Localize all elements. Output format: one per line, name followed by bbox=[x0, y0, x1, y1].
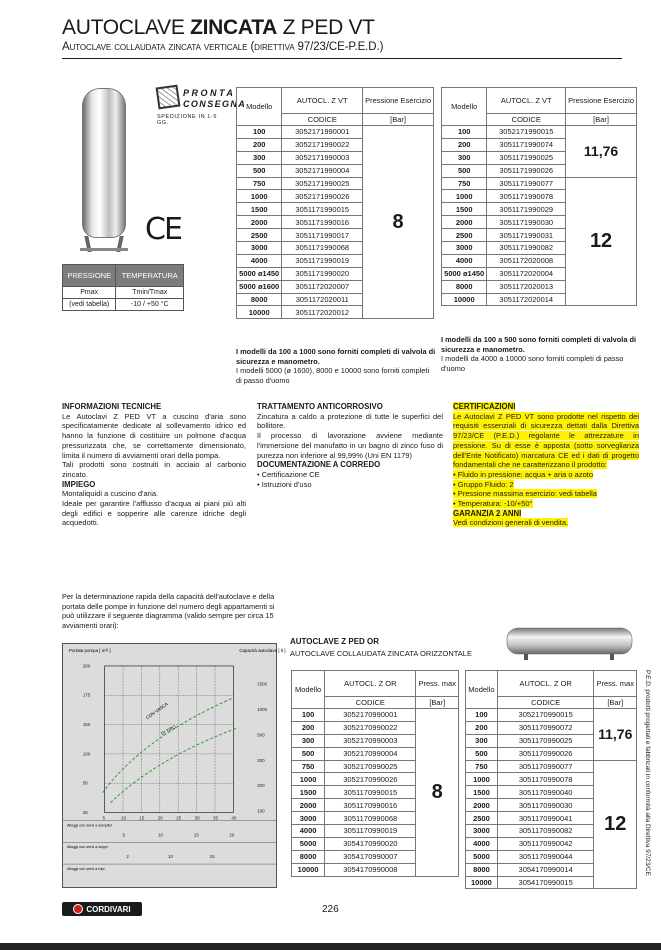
model-cell: 1000 bbox=[466, 773, 498, 786]
model-cell: 1500 bbox=[466, 786, 498, 799]
model-cell: 200 bbox=[237, 138, 282, 151]
code-cell: 3051170990030 bbox=[497, 799, 594, 812]
model-cell: 100 bbox=[292, 709, 325, 722]
model-cell: 750 bbox=[466, 760, 498, 773]
model-cell: 2000 bbox=[466, 799, 498, 812]
diagram-intro: Per la determinazione rapida della capacità dell'autoclave e della portata delle pompe in funzione del numero degli appartamenti si può utilizzare il seguente diagramma (valido sempre per circa 15 avviamenti orari): bbox=[62, 592, 275, 630]
pressure-cell: 8 bbox=[416, 709, 459, 877]
code-cell: 3052171990004 bbox=[282, 164, 363, 177]
code-cell: 3052171990003 bbox=[282, 151, 363, 164]
y2-tick-label: 1500 bbox=[257, 681, 268, 687]
code-cell: 3051170990042 bbox=[497, 837, 594, 850]
model-cell: 300 bbox=[442, 151, 487, 164]
table-row bbox=[442, 126, 637, 139]
code-cell: 3051171990015 bbox=[282, 203, 363, 216]
vt-left-note: I modelli da 100 a 1000 sono forniti completi di valvola di sicurezza e manometro. I modelli 5000 (ø 1600), 8000 e 10000 sono forniti completi di passo d'uomo bbox=[236, 347, 436, 385]
diagram-y2label: Capacità autoclave [ lt ] bbox=[239, 648, 286, 654]
table-row bbox=[466, 760, 637, 773]
title-rule bbox=[62, 58, 622, 59]
model-cell: 5000 bbox=[292, 837, 325, 850]
y-tick-label: 50 bbox=[82, 780, 88, 786]
ce-mark: CE bbox=[145, 212, 181, 247]
curve-2-label: DI TIPO bbox=[160, 724, 177, 737]
x-tick-label: 25 bbox=[176, 815, 182, 821]
model-cell: 5000 bbox=[466, 850, 498, 863]
code-cell: 3052171990022 bbox=[282, 138, 363, 151]
vertical-tank-image bbox=[80, 88, 128, 252]
vt-right-note: I modelli da 100 a 500 sono forniti completi di valvola di sicurezza e manometro. I modelli da 4000 a 10000 sono forniti completi di passo d'uomo bbox=[441, 335, 637, 373]
page-subtitle: Autoclave collaudata zincata verticale (direttiva 97/23/CE-P.E.D.) bbox=[62, 41, 384, 53]
model-cell: 8000 bbox=[237, 293, 282, 306]
model-cell: 3000 bbox=[442, 242, 487, 255]
y2-tick-label: 500 bbox=[257, 732, 265, 738]
code-cell: 3051171990025 bbox=[487, 151, 566, 164]
side-note: P.E.D. prodotti progettati e fabbricati in conformità alla Direttiva 97/23/CE bbox=[644, 670, 651, 876]
row3-tick: 15 bbox=[209, 854, 215, 860]
model-cell: 750 bbox=[237, 177, 282, 190]
code-cell: 3051170990068 bbox=[325, 812, 416, 825]
code-cell: 3051171990068 bbox=[282, 242, 363, 255]
row2-tick: 10 bbox=[158, 832, 164, 838]
or-table-right: Modello AUTOCL. Z OR Press. max CODICE [Bar] 100 3052170990015 11,76 200 3051170990072 300 3051170990025 500 3051170990026 750 3051170990077 12 1000 3051170990078 1500 3051170990040 2000 3051170990030 2500 3051170990041 3000 3051170990082 4000 3051170990042 5000 3051170990044 8000 3054170990014 10000 3054170990015 bbox=[465, 670, 637, 889]
model-cell: 2000 bbox=[292, 799, 325, 812]
code-cell: 3051172020013 bbox=[487, 280, 566, 293]
table-row bbox=[292, 709, 459, 722]
code-cell: 3051170990040 bbox=[497, 786, 594, 799]
model-cell: 1000 bbox=[442, 190, 487, 203]
code-cell: 3051172020004 bbox=[487, 267, 566, 280]
code-cell: 3051172020007 bbox=[282, 280, 363, 293]
code-cell: 3051171990029 bbox=[487, 203, 566, 216]
row1-label: Alloggi con servi a semplici bbox=[66, 823, 112, 828]
x-tick-label: 20 bbox=[157, 815, 163, 821]
certification-section: CERTIFICAZIONI Le Autoclavi Z PED VT sono prodotte nel rispetto dei requisiti essenziali di sicurezza dettati dalla Direttiva 97/23/CE (P.E.D.) regolante le attrezzature in pressione. Su di esse è apposta (sotto sorveglianza dell'Ente Notificato) marcatura CE ed i dati di progetto fondamentali che ne caratterizzano il prodotto: • Fluido in pressione: acqua + aria o azoto • Gruppo Fluido: 2 • Pressione massima esercizio: vedi tabella • Temperatura: -10/+50° GARANZIA 2 ANNI Vedi condizioni generali di vendita. bbox=[453, 402, 639, 528]
code-cell: 3052171990026 bbox=[282, 190, 363, 203]
code-cell: 3051170990015 bbox=[325, 786, 416, 799]
code-cell: 3054170990007 bbox=[325, 850, 416, 863]
code-cell: 3051170990077 bbox=[497, 760, 594, 773]
code-cell: 3051172020014 bbox=[487, 293, 566, 306]
model-cell: 8000 bbox=[442, 280, 487, 293]
code-cell: 3051170990016 bbox=[325, 799, 416, 812]
row3-label: Alloggi con servi a tripi bbox=[66, 867, 105, 872]
model-cell: 2500 bbox=[466, 812, 498, 825]
bottom-bar bbox=[0, 943, 661, 950]
pronta-consegna-badge: PRONTA CONSEGNA SPEDIZIONE IN 1-5 GG. bbox=[157, 86, 231, 126]
model-cell: 3000 bbox=[237, 242, 282, 255]
x-tick-label: 10 bbox=[121, 815, 126, 821]
code-cell: 3051171990031 bbox=[487, 229, 566, 242]
table-row bbox=[442, 177, 637, 190]
code-cell: 3051171990082 bbox=[487, 242, 566, 255]
y-tick-label: 100 bbox=[82, 751, 91, 757]
model-cell: 10000 bbox=[466, 876, 498, 889]
model-cell: 200 bbox=[292, 721, 325, 734]
model-cell: 200 bbox=[442, 138, 487, 151]
delivery-icon bbox=[156, 85, 181, 110]
or-subtitle: AUTOCLAVE COLLAUDATA ZINCATA ORIZZONTALE bbox=[290, 649, 472, 658]
model-cell: 750 bbox=[442, 177, 487, 190]
cordivari-logo: CORDIVARI bbox=[62, 902, 142, 916]
y2-tick-label: 300 bbox=[257, 757, 265, 763]
model-cell: 300 bbox=[466, 734, 498, 747]
code-cell: 3051171990074 bbox=[487, 138, 566, 151]
model-cell: 4000 bbox=[466, 837, 498, 850]
page-number: 226 bbox=[322, 904, 339, 915]
diagram-ylabel: Portata pompa [ m³/ ] bbox=[68, 648, 111, 654]
model-cell: 1000 bbox=[292, 773, 325, 786]
code-cell: 3054170990020 bbox=[325, 837, 416, 850]
code-cell: 3051170990044 bbox=[497, 850, 594, 863]
code-cell: 3051171990016 bbox=[282, 216, 363, 229]
x-tick-label: 5 bbox=[102, 815, 106, 821]
treatment-section: TRATTAMENTO ANTICORROSIVO Zincatura a caldo a protezione di tutte le superfici del bollitore. Il processo di lavorazione avviene mediante l'immersione del manufatto in un bagno di zinco fuso di purezza non inferiore al 99,99% (Uni EN 1179) DOCUMENTAZIONE A CORREDO • Certificazione CE • Istruzioni d'uso bbox=[257, 402, 443, 489]
model-cell: 5000 ø1450 bbox=[442, 267, 487, 280]
model-cell: 3000 bbox=[466, 825, 498, 838]
model-cell: 10000 bbox=[292, 863, 325, 876]
or-title: AUTOCLAVE Z PED OR bbox=[290, 637, 380, 646]
code-cell: 3051171990017 bbox=[282, 229, 363, 242]
code-cell: 3051170990078 bbox=[497, 773, 594, 786]
model-cell: 2500 bbox=[237, 229, 282, 242]
y-tick-label: 25 bbox=[82, 810, 88, 816]
row2-tick: 15 bbox=[193, 832, 199, 838]
y2-tick-label: 100 bbox=[257, 808, 265, 814]
model-cell: 500 bbox=[292, 747, 325, 760]
model-cell: 1000 bbox=[237, 190, 282, 203]
x-tick-label: 15 bbox=[139, 815, 145, 821]
code-cell: 3051171990078 bbox=[487, 190, 566, 203]
model-cell: 200 bbox=[466, 721, 498, 734]
model-cell: 500 bbox=[442, 164, 487, 177]
code-cell: 3051170990026 bbox=[497, 747, 594, 760]
code-cell: 3052170990001 bbox=[325, 709, 416, 722]
code-cell: 3052170990026 bbox=[325, 773, 416, 786]
table-row bbox=[466, 709, 637, 722]
curve-1-label: CON VASCA bbox=[144, 701, 169, 721]
row2-tick: 20 bbox=[229, 832, 235, 838]
x-tick-label: 35 bbox=[213, 815, 218, 821]
code-cell: 3054170990015 bbox=[497, 876, 594, 889]
horizontal-tank-image bbox=[502, 624, 637, 662]
model-cell: 750 bbox=[292, 760, 325, 773]
y-tick-label: 150 bbox=[82, 722, 91, 728]
capacity-diagram bbox=[62, 643, 286, 888]
y-tick-label: 175 bbox=[82, 692, 91, 698]
model-cell: 1500 bbox=[442, 203, 487, 216]
code-cell: 3052170990015 bbox=[497, 709, 594, 722]
model-cell: 300 bbox=[237, 151, 282, 164]
pressure-cell: 11,76 bbox=[594, 709, 637, 761]
code-cell: 3052170990025 bbox=[325, 760, 416, 773]
model-cell: 1500 bbox=[292, 786, 325, 799]
code-cell: 3051170990025 bbox=[497, 734, 594, 747]
pressure-cell: 8 bbox=[363, 126, 434, 319]
code-cell: 3052170990022 bbox=[325, 721, 416, 734]
code-cell: 3052170990004 bbox=[325, 747, 416, 760]
model-cell: 100 bbox=[237, 126, 282, 139]
model-cell: 8000 bbox=[466, 863, 498, 876]
code-cell: 3051171990077 bbox=[487, 177, 566, 190]
model-cell: 4000 bbox=[442, 254, 487, 267]
or-table-left: Modello AUTOCL. Z OR Press. max CODICE [Bar] 100 3052170990001 8 200 3052170990022 300 3052170990003 500 3052170990004 750 3052170990025 1000 3052170990026 1500 3051170990015 2000 3051170990016 3000 3051170990068 4000 3051170990019 5000 3054170990020 8000 3054170990007 10000 3054170990008 bbox=[291, 670, 459, 877]
code-cell: 3054170990014 bbox=[497, 863, 594, 876]
pressure-cell: 11,76 bbox=[566, 126, 637, 178]
code-cell: 3051172020012 bbox=[282, 306, 363, 319]
model-cell: 2000 bbox=[442, 216, 487, 229]
pressure-cell: 12 bbox=[566, 177, 637, 306]
model-cell: 5000 ø1600 bbox=[237, 280, 282, 293]
model-cell: 4000 bbox=[292, 825, 325, 838]
row2-tick: 5 bbox=[122, 832, 125, 838]
model-cell: 2000 bbox=[237, 216, 282, 229]
model-cell: 300 bbox=[292, 734, 325, 747]
code-cell: 3051170990041 bbox=[497, 812, 594, 825]
table-row bbox=[237, 126, 434, 139]
code-cell: 3051170990072 bbox=[497, 721, 594, 734]
page-title: AUTOCLAVE ZINCATA Z PED VT bbox=[62, 16, 375, 39]
row3-tick: 2 bbox=[126, 854, 129, 860]
model-cell: 5000 ø1450 bbox=[237, 267, 282, 280]
model-cell: 500 bbox=[237, 164, 282, 177]
pressure-temperature-table: PRESSIONE TEMPERATURA Pmax Tmin/Tmax (vedi tabella) -10 / +50 °C bbox=[62, 264, 184, 311]
code-cell: 3052171990025 bbox=[282, 177, 363, 190]
pressure-cell: 12 bbox=[594, 760, 637, 889]
model-cell: 100 bbox=[466, 709, 498, 722]
row3-tick: 10 bbox=[168, 854, 173, 860]
logo-icon bbox=[73, 904, 83, 914]
code-cell: 3052171990015 bbox=[487, 126, 566, 139]
model-cell: 500 bbox=[466, 747, 498, 760]
code-cell: 3051170990019 bbox=[325, 825, 416, 838]
code-cell: 3051171990019 bbox=[282, 254, 363, 267]
model-cell: 10000 bbox=[237, 306, 282, 319]
x-tick-label: 30 bbox=[194, 815, 200, 821]
model-cell: 3000 bbox=[292, 812, 325, 825]
model-cell: 100 bbox=[442, 126, 487, 139]
y2-tick-label: 1000 bbox=[257, 707, 268, 713]
code-cell: 3051172020011 bbox=[282, 293, 363, 306]
code-cell: 3054170990008 bbox=[325, 863, 416, 876]
code-cell: 3051171990026 bbox=[487, 164, 566, 177]
model-cell: 10000 bbox=[442, 293, 487, 306]
x-tick-label: 40 bbox=[231, 815, 237, 821]
y-tick-label: 200 bbox=[82, 663, 91, 669]
model-cell: 1500 bbox=[237, 203, 282, 216]
model-cell: 4000 bbox=[237, 254, 282, 267]
vt-table-right: Modello AUTOCL. Z VT Pressione Esercizio CODICE [Bar] 100 3052171990015 11,76 200 3051171990074 300 3051171990025 500 3051171990026 750 3051171990077 12 1000 3051171990078 1500 3051171990029 2000 3051171990030 2500 3051171990031 3000 3051171990082 4000 3051172020008 5000 ø1450 3051172020004 8000 3051172020013 10000 3051172020014 bbox=[441, 87, 637, 306]
y2-tick-label: 200 bbox=[257, 783, 265, 789]
model-cell: 8000 bbox=[292, 850, 325, 863]
model-cell: 2500 bbox=[442, 229, 487, 242]
info-section: INFORMAZIONI TECNICHE Le Autoclavi Z PED VT a cuscino d'aria sono specificatamente dedicate al sollevamento idrico ed hanno la funzione di costituire un polmone d'acqua pressurizzata che, se correttamente dimensionato, limita il numero di avviamenti orari della pompa. Tali prodotti sono costruiti in acciaio al carbonio zincato. IMPIEGO Montaliquidi a cuscino d'aria. Ideale per garantire l'afflusso d'acqua ai piani più alti degli edifici e sopperire alle carenze idriche degli acquedotti. bbox=[62, 402, 246, 528]
code-cell: 3051170990082 bbox=[497, 825, 594, 838]
row2-label: Alloggi con servi a doppi bbox=[66, 845, 108, 850]
code-cell: 3051171990020 bbox=[282, 267, 363, 280]
code-cell: 3051172020008 bbox=[487, 254, 566, 267]
code-cell: 3052171990001 bbox=[282, 126, 363, 139]
code-cell: 3051171990030 bbox=[487, 216, 566, 229]
vt-table-left: Modello AUTOCL. Z VT Pressione Esercizio CODICE [Bar] 100 3052171990001 8 200 3052171990022 300 3052171990003 500 3052171990004 750 3052171990025 1000 3052171990026 1500 3051171990015 2000 3051171990016 2500 3051171990017 3000 3051171990068 4000 3051171990019 5000 ø1450 3051171990020 5000 ø1600 3051172020007 8000 3051172020011 10000 3051172020012 bbox=[236, 87, 434, 319]
code-cell: 3052170990003 bbox=[325, 734, 416, 747]
